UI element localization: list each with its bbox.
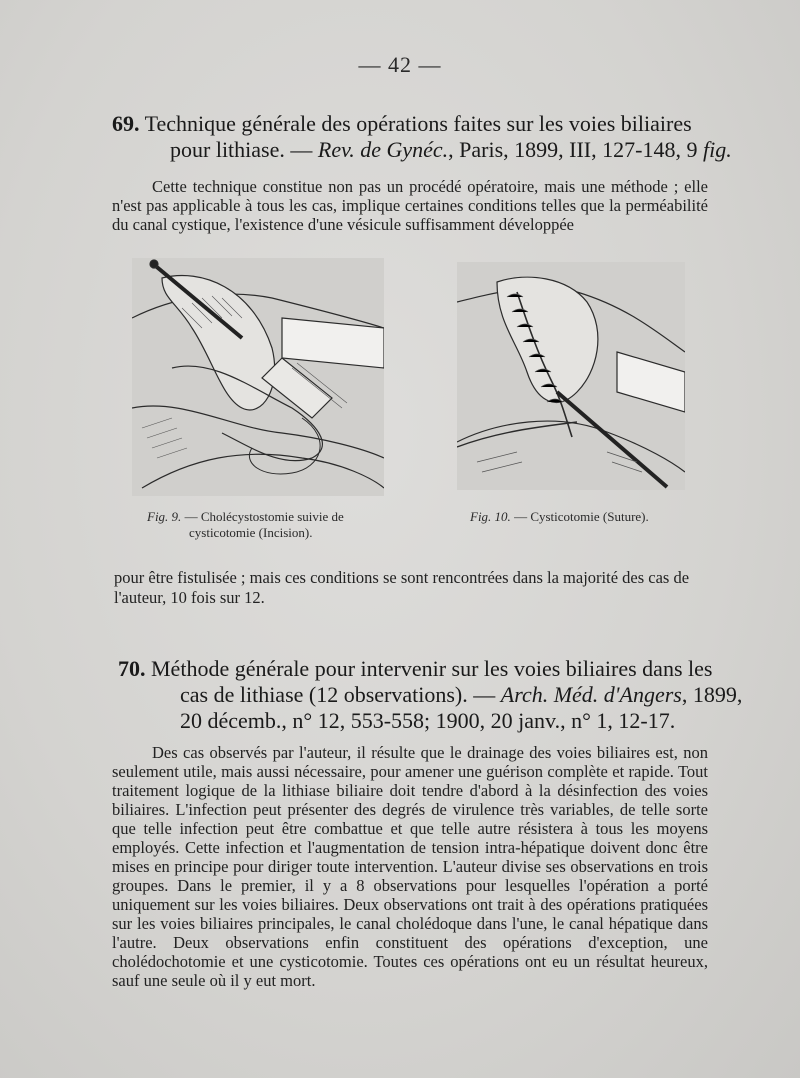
entry-70-citation: , 1899,	[681, 682, 743, 707]
entry-69-number: 69.	[112, 111, 140, 136]
figure-9-label: Fig. 9.	[147, 509, 182, 524]
figure-10-label: Fig. 10.	[470, 509, 511, 524]
entry-70-abstract	[112, 743, 708, 990]
entry-69-continuation: pour être fistulisée ; mais ces conditions se sont rencontrées dans la majorité des cas de l'auteur, 10 fois sur 12.	[114, 568, 690, 607]
entry-70-title-line2: cas de lithiase (12 observations). —	[180, 682, 501, 707]
figure-10-caption	[470, 509, 690, 525]
entry-70-title-line1: Méthode générale pour intervenir sur les voies biliaires dans les	[151, 656, 713, 681]
figure-9-illustration	[132, 258, 384, 496]
entry-69-abstract-text: Cette technique constitue non pas un procédé opératoire, mais une méthode ; elle n'est pas applicable à tous les cas, implique certaines conditions telles que la perméabilité du canal cystique, l'existence d'une vésicule suffisamment développée	[112, 177, 708, 234]
entry-69-journal: Rev. de Gynéc.	[317, 137, 449, 162]
entry-70-title-line3: 20 décemb., n° 12, 553-558; 1900, 20 janv., n° 1, 12-17.	[180, 708, 676, 733]
entry-69-abstract	[112, 177, 708, 234]
page-number: — 42 —	[358, 52, 442, 77]
figure-10-illustration	[457, 262, 685, 490]
figure-10-caption-line1: — Cysticotomie (Suture).	[510, 509, 649, 524]
figure-9-caption	[147, 509, 387, 541]
figure-9-caption-line2: cysticotomie (Incision).	[189, 525, 313, 540]
entry-70-journal: Arch. Méd. d'Angers	[500, 682, 682, 707]
entry-70-abstract-text: Des cas observés par l'auteur, il résulte que le drainage des voies biliaires est, non seulement utile, mais aussi nécessaire, pour amener une guérison complète et rapide. Tout traitement logique de la lithiase biliaire doit tendre d'abord à la désinfection des voies biliaires. L'infection peut présenter des degrés de virulence très variables, de telle sorte que telle infection peut être combattue et que telle autre résistera à tous les moyens employés. Cette infection et l'augmentation de tension intra-hépatique doivent donc être mises en principe pour diriger toute intervention. L'auteur divise ses observations en trois groupes. Dans le premier, il y a 8 observations pour lesquelles l'opération a porté uniquement sur les voies biliaires. Deux observations ont trait à des opérations pratiquées sur les voies biliaires principales, le canal cholédoque dans l'une, le canal hépatique dans l'autre. Deux observations enfin constituent des opérations d'exception, une cholédochotomie et une cysticotomie. Toutes ces opérations ont eu un résultat heureux, sauf une seule où il y eut mort.	[112, 743, 708, 990]
figure-9-caption-line1: — Cholécystostomie suivie de	[181, 509, 344, 524]
entry-69-fig-abbrev: fig.	[702, 137, 732, 162]
entry-69-citation: , Paris, 1899, III, 127-148, 9	[448, 137, 703, 162]
entry-69-title-line2: pour lithiase. —	[170, 137, 318, 162]
entry-70-number: 70.	[118, 656, 146, 681]
entry-69-title-line1: Technique générale des opérations faites sur les voies biliaires	[144, 111, 692, 136]
